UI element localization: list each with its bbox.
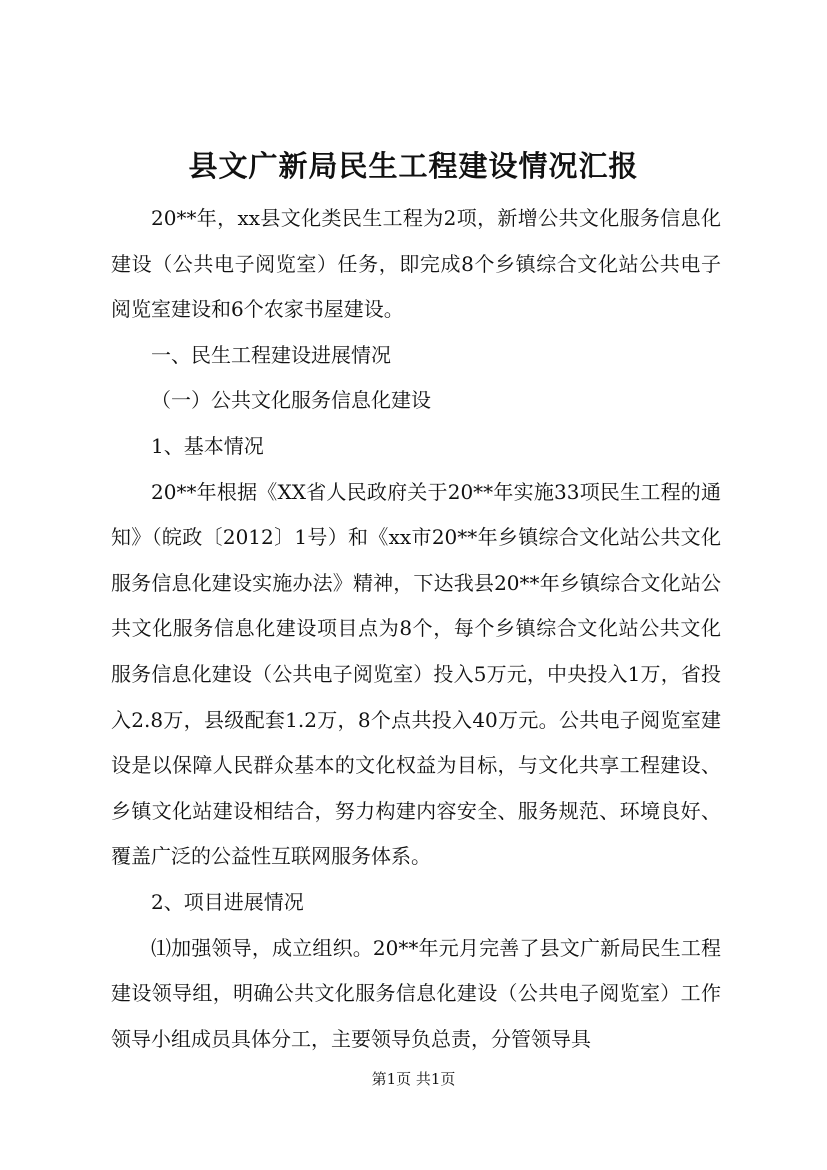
subsection-heading-1: （一）公共文化服务信息化建设	[151, 388, 431, 413]
item-heading-progress: 2、项目进展情况	[151, 889, 304, 914]
item-heading-basic: 1、基本情况	[151, 433, 264, 458]
section-heading-1: 一、民生工程建设进展情况	[151, 342, 391, 367]
page-footer: 第1页 共1页	[371, 1070, 456, 1088]
document-title: 县文广新局民生工程建设情况汇报	[188, 149, 639, 183]
paragraph-basic-info: 20**年根据《XX省人民政府关于20**年实施33项民生工程的通知》（皖政〔2012〕1号）和《xx市20**年乡镇综合文化站公共文化服务信息化建设实施办法》精神，下达我县20**年乡镇综合文化站公共文化服务信息化建设项目点为8个，每个乡镇综合文化站公共文化服务信息化建设（公共电子阅览室）投入5万元，中央投入1万，省投入2.8万，县级配套1.2万，8个点共投入40万元。公共电子阅览室建设是以保障人民群众基本的文化权益为目标，与文化共享工程建设、乡镇文化站建设相结合，努力构建内容安全、服务规范、环境良好、覆盖广泛的公益性互联网服务体系。	[111, 479, 721, 869]
paragraph-progress-1: ⑴加强领导，成立组织。20**年元月完善了县文广新局民生工程建设领导组，明确公共文化服务信息化建设（公共电子阅览室）工作领导小组成员具体分工，主要领导负总责，分管领导具	[111, 935, 721, 1051]
paragraph-intro: 20**年，xx县文化类民生工程为2项，新增公共文化服务信息化建设（公共电子阅览室）任务，即完成8个乡镇综合文化站公共电子阅览室建设和6个农家书屋建设。	[111, 206, 721, 322]
document-body	[111, 196, 721, 1062]
